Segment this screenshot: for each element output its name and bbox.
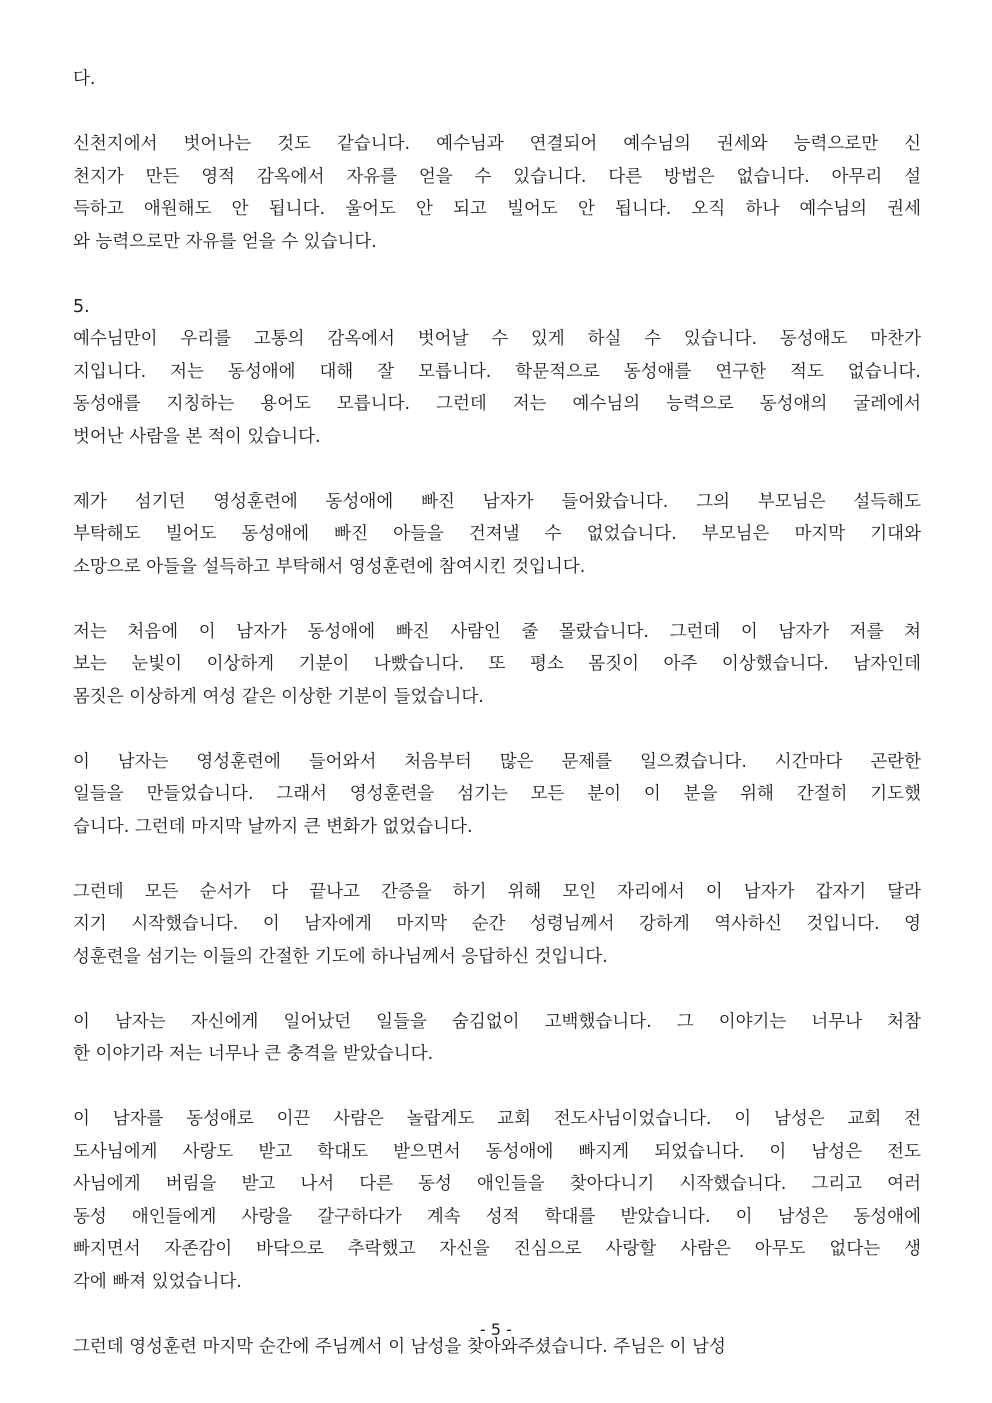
text-line: 지입니다. 저는 동성애에 대해 잘 모릅니다. 학문적으로 동성애를 연구한 적도 없습니다.	[73, 361, 921, 382]
text-line: 몸짓은 이상하게 여성 같은 이상한 기분이 들었습니다.	[73, 686, 484, 707]
paragraph	[73, 291, 921, 454]
document-body	[73, 63, 921, 1363]
text-line: 보는 눈빛이 이상하게 기분이 나빴습니다. 또 평소 몸짓이 아주 이상했습니다. 남자인데	[73, 654, 921, 674]
text-line: 한 이야기라 저는 너무나 큰 충격을 받았습니다.	[73, 1044, 434, 1064]
paragraph	[73, 616, 921, 714]
text-line: 다.	[73, 69, 96, 89]
text-line: 이 남자는 자신에게 일어났던 일들을 숨김없이 고백했습니다. 그 이야기는 너무나 처참	[73, 1011, 921, 1032]
text-line: 도사님에게 사랑도 받고 학대도 받으면서 동성애에 빠지게 되었습니다. 이 남성은 전도	[73, 1141, 921, 1162]
text-line: 그런데 영성훈련 마지막 순간에 주님께서 이 남성을 찾아와주셨습니다. 주님은 이 남성	[73, 1336, 726, 1357]
text-line: 득하고 애원해도 안 됩니다. 울어도 안 되고 빌어도 안 됩니다. 오직 하나 예수님의 권세	[73, 199, 921, 219]
text-line: 동성애를 지칭하는 용어도 모릅니다. 그런데 저는 예수님의 능력으로 동성애의 굴레에서	[73, 394, 921, 414]
paragraph	[73, 746, 921, 844]
text-line: 벗어난 사람을 본 적이 있습니다.	[73, 426, 321, 447]
text-line: 각에 빠져 있었습니다.	[73, 1271, 242, 1292]
text-line: 소망으로 아들을 설득하고 부탁해서 영성훈련에 참여시킨 것입니다.	[73, 556, 586, 577]
text-line: 동성 애인들에게 사랑을 갈구하다가 계속 성적 학대를 받았습니다. 이 남성은 동성애에	[73, 1206, 921, 1227]
text-line: 그런데 모든 순서가 다 끝나고 간증을 하기 위해 모인 자리에서 이 남자가 갑자기 달라	[73, 881, 921, 902]
text-line: 성훈련을 섬기는 이들의 간절한 기도에 하나님께서 응답하신 것입니다.	[73, 946, 608, 967]
text-line: 부탁해도 빌어도 동성애에 빠진 아들을 건져낼 수 없었습니다. 부모님은 마지막 기대와	[73, 524, 921, 544]
text-line: 와 능력으로만 자유를 얻을 수 있습니다.	[73, 231, 377, 252]
paragraph	[73, 1006, 921, 1071]
text-line: 빠지면서 자존감이 바닥으로 추락했고 자신을 진심으로 사랑할 사람은 아무도 없다는 생	[73, 1239, 921, 1259]
paragraph	[73, 486, 921, 584]
text-line: 예수님만이 우리를 고통의 감옥에서 벗어날 수 있게 하실 수 있습니다. 동성애도 마찬가	[73, 329, 921, 349]
text-line: 5.	[73, 296, 90, 317]
paragraph	[73, 128, 921, 258]
text-line: 이 남자를 동성애로 이끈 사람은 놀랍게도 교회 전도사님이었습니다. 이 남성은 교회 전	[73, 1109, 921, 1129]
text-line: 습니다. 그런데 마지막 날까지 큰 변화가 없었습니다.	[73, 816, 473, 837]
page-number: - 5 -	[480, 1320, 512, 1339]
text-line: 천지가 만든 영적 감옥에서 자유를 얻을 수 있습니다. 다른 방법은 없습니다. 아무리 설	[73, 166, 921, 187]
text-line: 신천지에서 벗어나는 것도 같습니다. 예수님과 연결되어 예수님의 권세와 능력으로만 신	[73, 134, 921, 154]
text-line: 이 남자는 영성훈련에 들어와서 처음부터 많은 문제를 일으켰습니다. 시간마다 곤란한	[73, 751, 921, 772]
paragraph	[73, 876, 921, 974]
text-line: 제가 섬기던 영성훈련에 동성애에 빠진 남자가 들어왔습니다. 그의 부모님은 설득해도	[73, 491, 921, 512]
text-line: 사님에게 버림을 받고 나서 다른 동성 애인들을 찾아다니기 시작했습니다. 그리고 여러	[73, 1174, 921, 1194]
text-line: 저는 처음에 이 남자가 동성애에 빠진 사람인 줄 몰랐습니다. 그런데 이 남자가 저를 쳐	[73, 621, 921, 642]
paragraph	[73, 63, 921, 96]
paragraph	[73, 1103, 921, 1298]
text-line: 일들을 만들었습니다. 그래서 영성훈련을 섬기는 모든 분이 이 분을 위해 간절히 기도했	[73, 784, 921, 804]
text-line: 지기 시작했습니다. 이 남자에게 마지막 순간 성령님께서 강하게 역사하신 것입니다. 영	[73, 914, 921, 934]
